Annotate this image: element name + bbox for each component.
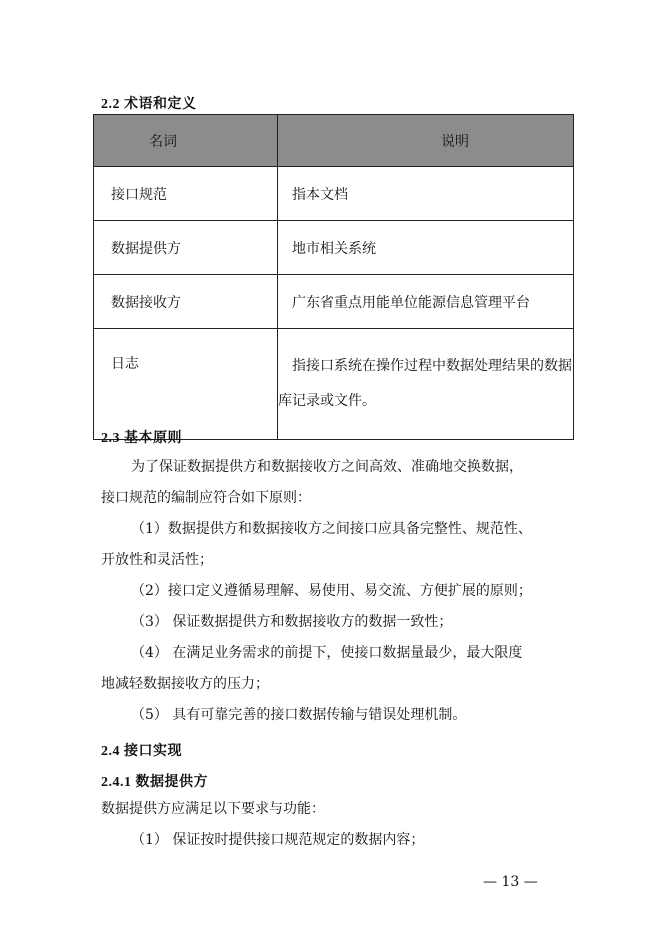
term-cell: 数据提供方 [94,221,278,275]
section-2-3-title: 2.3 基本原则 [101,431,182,446]
table-header-row [94,115,574,167]
description-cell [278,329,574,440]
column-header-description: 说明 [278,115,574,167]
principle-5: （5） 具有可靠完善的接口数据传输与错误处理机制。 [131,707,467,723]
section-2-4-title: 2.4 接口实现 [101,744,182,759]
term-cell: 接口规范 [94,167,278,221]
table-row [94,221,574,275]
section-2-4-1-title: 2.4.1 数据提供方 [101,775,208,790]
terms-table [93,114,574,440]
intro-line-2: 接口规范的编制应符合如下原则： [101,490,311,506]
section-2-2-title: 2.2 术语和定义 [101,97,197,112]
provider-requirement-1: （1） 保证按时提供接口规范规定的数据内容； [131,832,425,848]
principle-4-line-2: 地减轻数据接收方的压力； [101,676,269,692]
principle-1-line-2: 开放性和灵活性； [101,552,213,568]
term-cell: 日志 [94,329,278,440]
section-2-3-body [101,452,571,731]
column-header-term: 名词 [94,115,278,167]
description-cell: 指本文档 [278,167,574,221]
provider-intro: 数据提供方应满足以下要求与功能： [101,801,325,817]
term-cell: 数据接收方 [94,275,278,329]
page-number: — 13 — [483,874,538,890]
intro-line-1: 为了保证数据提供方和数据接收方之间高效、准确地交换数据， [131,459,523,475]
principle-3: （3） 保证数据提供方和数据接收方的数据一致性； [131,614,453,630]
description-line-2: 库记录或文件。 [278,393,376,409]
description-cell: 广东省重点用能单位能源信息管理平台 [278,275,574,329]
table-row [94,275,574,329]
table-row [94,329,574,440]
section-2-4-1-body [101,794,571,856]
principle-4-line-1: （4） 在满足业务需求的前提下，使接口数据量最少，最大限度 [131,645,523,661]
description-line-1: 指接口系统在操作过程中数据处理结果的数据 [292,358,572,374]
table-row [94,167,574,221]
description-cell: 地市相关系统 [278,221,574,275]
principle-2: （2）接口定义遵循易理解、易使用、易交流、方便扩展的原则； [131,583,532,599]
principle-1-line-1: （1）数据提供方和数据接收方之间接口应具备完整性、规范性、 [131,521,532,537]
